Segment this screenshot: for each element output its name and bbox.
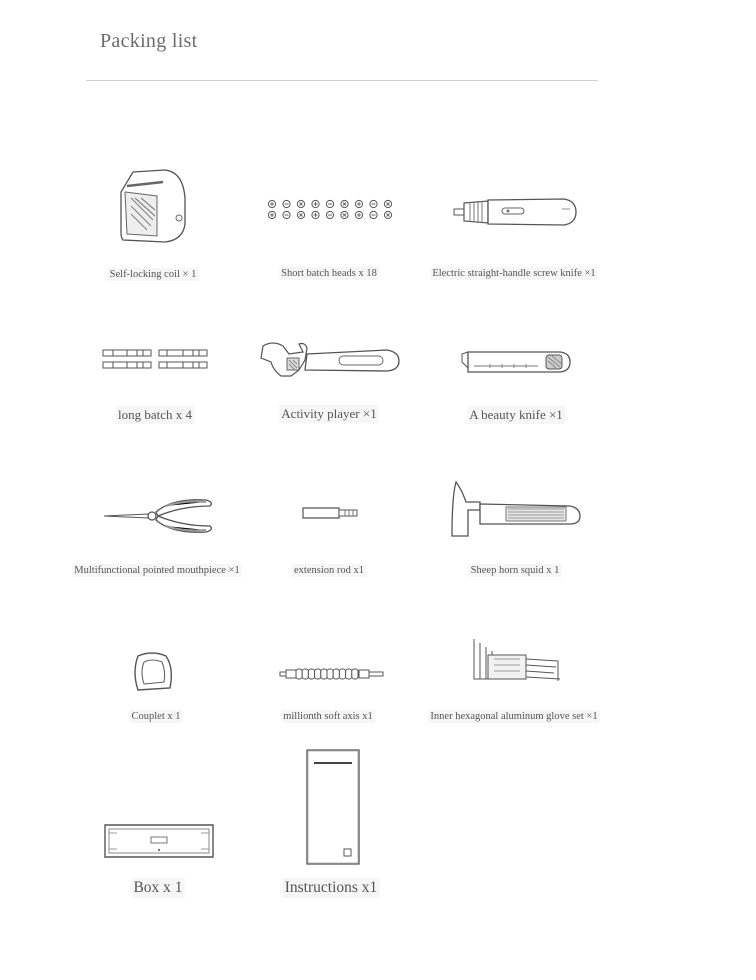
item-label: long batch x 4 (117, 407, 193, 422)
item-label: extension rod x1 (294, 565, 364, 576)
title-divider (86, 80, 598, 81)
flexible-shaft-icon (279, 667, 385, 681)
item-label: Couplet x 1 (131, 711, 181, 722)
item-label: millionth soft axis x1 (283, 711, 373, 722)
screwdriver-bits-icon (266, 199, 394, 221)
item-label: A beauty knife ×1 (469, 407, 563, 422)
item-label: Sheep horn squid x 1 (470, 565, 560, 576)
needle-nose-pliers-icon (102, 494, 214, 536)
instruction-manual-icon (306, 749, 360, 865)
claw-hammer-icon (450, 480, 582, 540)
item-label: Short batch heads x 18 (281, 268, 377, 279)
storage-box-icon (103, 823, 215, 859)
long-bits-icon (101, 348, 209, 370)
item-label: Activity player ×1 (281, 406, 377, 421)
extension-rod-icon (302, 507, 360, 519)
item-label: Box x 1 (133, 879, 183, 896)
electric-screwdriver-icon (452, 195, 578, 229)
adjustable-wrench-icon (259, 340, 401, 380)
item-label: Self-locking coil × 1 (109, 269, 197, 280)
tape-measure-icon (117, 168, 189, 246)
item-label: Inner hexagonal aluminum glove set ×1 (430, 711, 598, 722)
item-label: Instructions x1 (284, 879, 378, 896)
utility-knife-icon (460, 350, 572, 374)
item-label: Electric straight-handle screw knife ×1 (432, 268, 596, 279)
hex-key-set-icon (468, 637, 562, 687)
coupler-icon (130, 650, 176, 694)
item-label: Multifunctional pointed mouthpiece ×1 (74, 565, 240, 576)
page-title: Packing list (100, 30, 198, 52)
